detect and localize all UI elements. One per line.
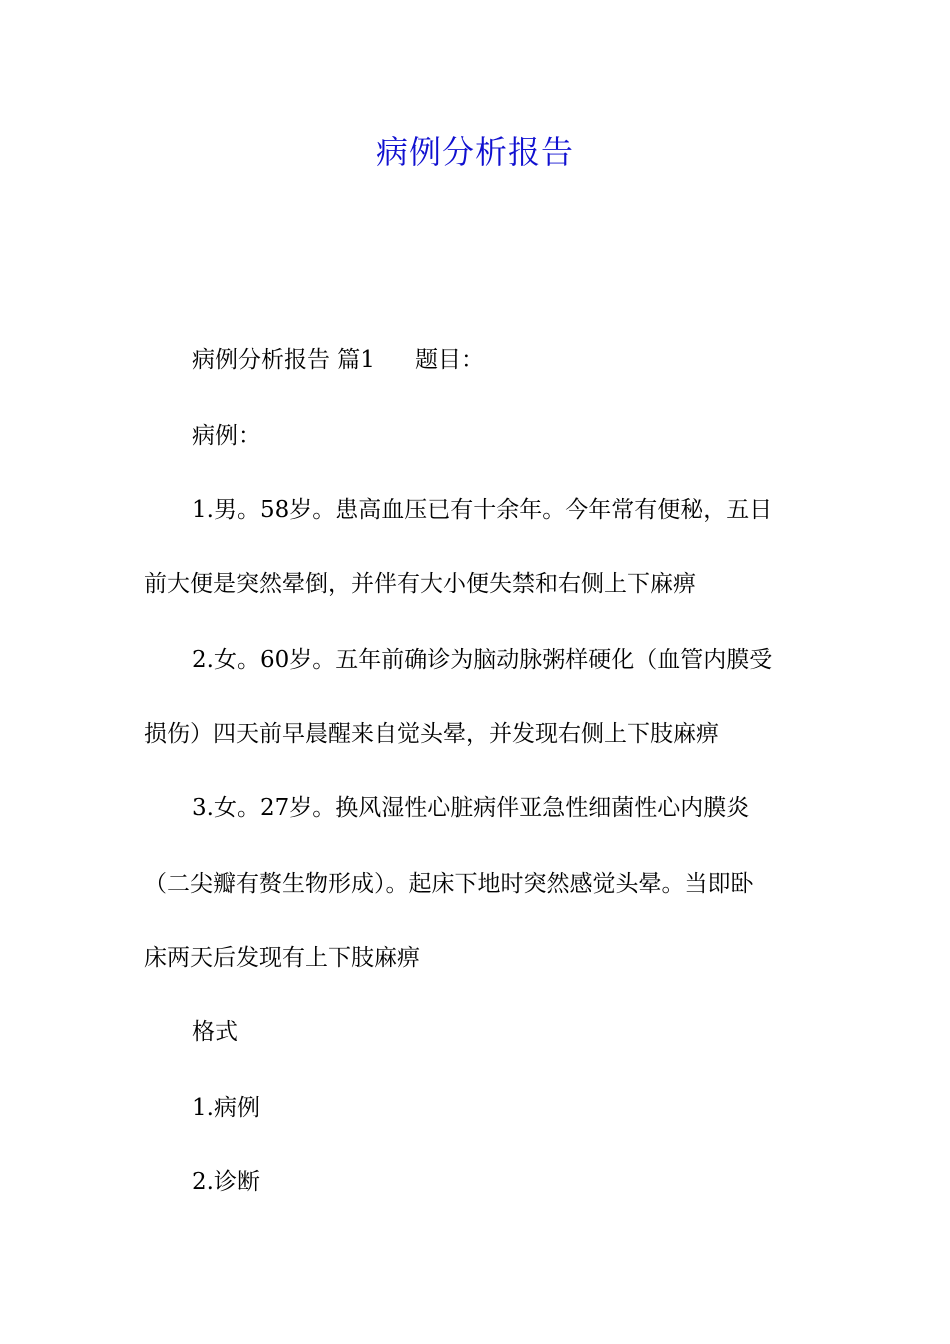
case-2-line-2: 损伤）四天前早晨醒来自觉头晕，并发现右侧上下肢麻痹 [144,721,719,747]
format-item-1: 1.病例 [192,1095,260,1121]
format-section-label: 格式 [192,1019,238,1045]
case-1-line-2: 前大便是突然晕倒，并伴有大小便失禁和右侧上下麻痹 [144,571,696,597]
case-3-line-3: 床两天后发现有上下肢麻痹 [144,945,420,971]
heading-line [192,344,484,376]
case-3-line-2: （二尖瓣有赘生物形成）。起床下地时突然感觉头晕。当即卧 [144,871,754,897]
case-2-line-1: 2.女。60岁。五年前确诊为脑动脉粥样硬化（血管内膜受 [192,647,773,673]
case-3-line-1: 3.女。27岁。换风湿性心脏病伴亚急性细菌性心内膜炎 [192,795,750,821]
format-item-2: 2.诊断 [192,1169,260,1195]
case-section-label: 病例： [192,423,261,449]
topic-label: 题目： [414,347,484,373]
heading-part: 病例分析报告 篇1 [192,347,375,373]
document-title: 病例分析报告 [375,133,574,171]
case-1-line-1: 1.男。58岁。患高血压已有十余年。今年常有便秘，五日 [192,497,773,523]
